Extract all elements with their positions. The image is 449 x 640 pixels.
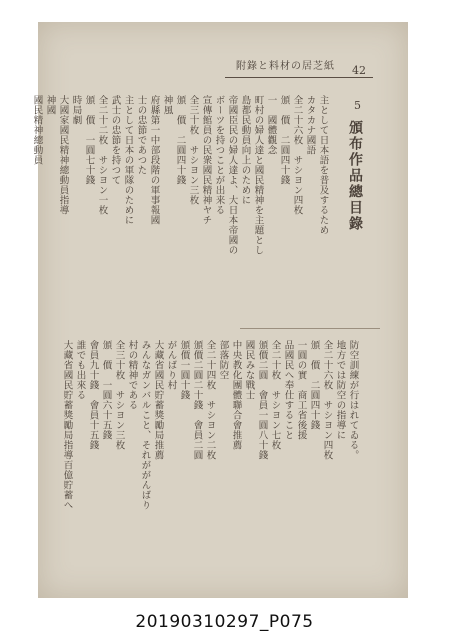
text-column: 誰でも出來る (74, 340, 86, 400)
text-column: 防空訓練が行はれてゐる。 (347, 340, 359, 460)
text-column: 國民みな戰士 (243, 340, 255, 400)
text-column: 頒 價 二圓四十錢 (278, 95, 290, 185)
text-column: 宣傳館員の民衆國民精神ヤチ (200, 95, 212, 225)
text-column: みんなガンバルこと、それががんばり (139, 340, 151, 510)
text-column: 時局劇 (70, 95, 82, 125)
text-column: 一 國體觀念 (265, 95, 277, 155)
text-column: 全三十枚 サシヨン三枚 (187, 95, 199, 205)
text-column: 全二十六枚 サシヨン四枚 (291, 95, 303, 215)
text-column: 頒價二圓 會員一圓八十錢 (256, 340, 268, 460)
section-divider (240, 328, 380, 329)
text-column: 頒價二圓二十錢 會員二圓 (191, 340, 203, 460)
text-column: 大國家國民精神總動員指導 (57, 95, 69, 215)
section-number: 5 (354, 99, 362, 112)
text-column: 中央教化團體聯合會推薦 (230, 340, 242, 450)
running-header: 附錄と料材の居芝紙 (236, 61, 335, 72)
text-column: 島都民動員向上のために (239, 95, 251, 205)
text-column: 武士の忠節を持つて (109, 95, 121, 185)
text-column: 全二十二枚 サシヨン一枚 (96, 95, 108, 215)
text-column: 神國 (44, 95, 56, 115)
page-number: 42 (352, 64, 366, 77)
text-column: 神風 (161, 95, 173, 115)
text-column: 頒價一圓十錢 (178, 340, 190, 400)
text-column: カタカナ國語 (304, 95, 316, 155)
text-column: 會員九十錢 會員十五錢 (87, 340, 99, 450)
text-column: 大藏省國民貯蓄獎勵局推薦 (152, 340, 164, 460)
text-column: 大藏省國民貯蓄獎勵局指導百億貯蓄へ (61, 340, 73, 510)
text-column: 主として日本語を普及するため (317, 95, 329, 235)
text-column: 頒 價 二圓四十錢 (174, 95, 186, 185)
text-column: 村の精神である (126, 340, 138, 410)
section-title: 頒布作品總目錄 (347, 120, 363, 232)
text-column: 全三十枚 サシヨン三枚 (113, 340, 125, 450)
text-column: 地方では防空の指導に (334, 340, 346, 440)
text-column: 全二十六枚 サシヨン四枚 (321, 340, 333, 460)
text-column: 頒 價 二圓四十錢 (308, 340, 320, 430)
text-column: 頒 價 一圓七十錢 (83, 95, 95, 185)
text-column: 士の忠節であつた (135, 95, 147, 175)
text-column: 國民精神總動員 (31, 95, 43, 165)
text-column: がんばり村 (165, 340, 177, 390)
text-column: 主として日本の軍隊のために (122, 95, 134, 225)
header-rule (225, 77, 373, 78)
text-column: 全二十枚 サシヨン七枚 (269, 340, 281, 450)
text-column: 頒 價 一圓六十五錢 (100, 340, 112, 440)
image-caption: 20190310297_P075 (135, 612, 314, 632)
text-column: 品國民へ奉仕すること (282, 340, 294, 440)
text-column: 部落防空 (217, 340, 229, 380)
text-column: 町村の婦人達と國民精神を主題とし (252, 95, 264, 255)
text-column: 府縣第一中部段階の軍事報國 (148, 95, 160, 225)
text-column: 一圓の實 商工省後援 (295, 340, 307, 440)
text-column: 全二十四枚 サシヨン二枚 (204, 340, 216, 460)
text-column: 帝國臣民の婦人達よ、大日本帝國の (226, 95, 238, 255)
text-column: ボーツを持つことが出来る (213, 95, 225, 215)
